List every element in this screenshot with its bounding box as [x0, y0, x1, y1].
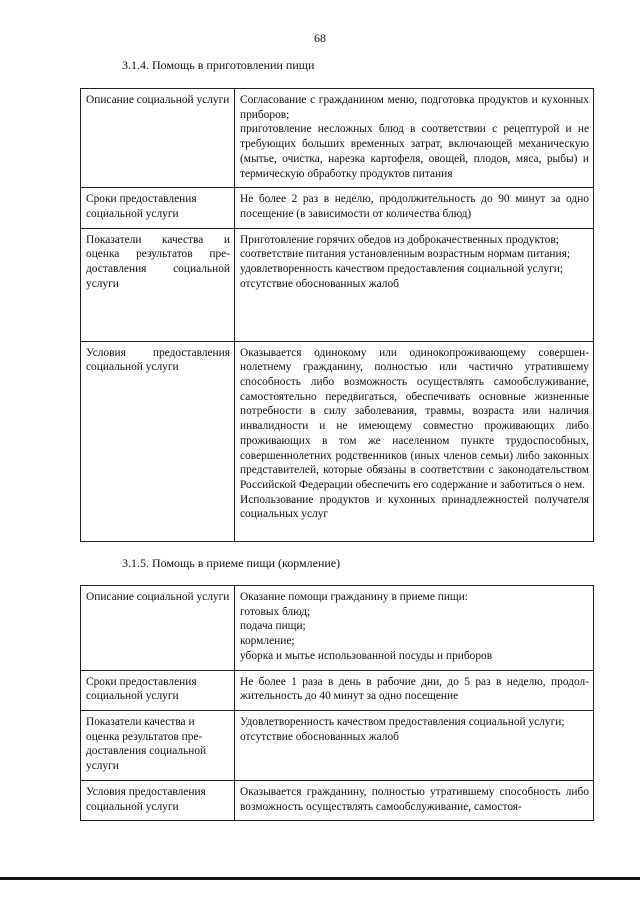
content-line: отсутствие обоснованных жалоб	[240, 277, 399, 290]
content-line: уборка и мытье использованной посуды и приборов	[240, 649, 493, 662]
row-label: Описание социальной услуги	[81, 586, 235, 671]
table-row-terms	[81, 188, 594, 228]
content-line: удовлетворенность качеством предоставления социальной услуги;	[240, 263, 564, 276]
row-label: Сроки предоставления социальной услуги	[81, 670, 235, 710]
content-line: Оказывается гражданину, полностью утратившему способность либо возможность осуществлять самообслуживание, самостоя-	[240, 785, 589, 813]
service-table-feeding-help	[80, 585, 594, 821]
row-label: Описание социальной услуги	[81, 89, 235, 188]
content-line: Согласование с гражданином меню, подготовка продуктов и кухонных приборов;	[240, 94, 589, 121]
table-row-quality	[81, 710, 594, 780]
section-heading-3-1-5: 3.1.5. Помощь в приеме пищи (кормление)	[122, 556, 341, 570]
row-content	[235, 341, 594, 541]
page-number: 68	[314, 31, 326, 45]
content-line: отсутствие обоснованных жалоб	[240, 730, 399, 743]
content-line: Удовлетворенность качеством предоставления социальной услуги;	[240, 715, 565, 728]
table-row-description	[81, 586, 594, 671]
content-line: Использование продуктов и кухонных принадлежностей получателя социальных услуг	[240, 493, 589, 521]
row-content	[235, 228, 594, 341]
service-table-cooking-help	[80, 88, 594, 542]
row-content	[235, 780, 594, 820]
row-content	[235, 710, 594, 780]
page-bottom-rule	[0, 877, 640, 880]
table-row-quality	[81, 228, 594, 341]
content-line: кормление;	[240, 635, 295, 648]
row-content	[235, 188, 594, 228]
content-line: Оказание помощи гражданину в приеме пищи:	[240, 591, 468, 603]
content-line: Не более 2 раз в неделю, продолжительность до 90 минут за одно посещение (в зависимости от количества блюд)	[240, 193, 589, 220]
table-row-terms	[81, 670, 594, 710]
row-label: Условия предоставления социальной услуги	[81, 341, 235, 541]
row-label: Показатели качества и оценка результатов предоставления социальной услуги	[81, 710, 235, 780]
table-row-conditions	[81, 341, 594, 541]
content-line: Приготовление горячих обедов из доброкачественных продуктов;	[240, 233, 559, 246]
content-line: Оказывается одинокому или одинокопроживающему совершеннолетнему гражданину, полностью или частично утратившему способность либо возможность осуществлять самообслуживание, самостоятельно передвигаться, обеспечивать основные жизненные потребности в силу заболевания, травмы, возраста или наличия инвалидности и не имеющему совместно проживающих либо проживающих в том же населенном пункте трудоспособных, совершеннолетних родственников (иных членов семьи) либо законных представителей, которые обязаны в соответствии с законодательством Российской Федерации обеспечить его содержание и заботиться о нем.	[240, 346, 589, 491]
table-row-description	[81, 89, 594, 188]
section-heading-3-1-4: 3.1.4. Помощь в приготовлении пищи	[122, 58, 315, 72]
row-label: Условия предоставления социальной услуги	[81, 780, 235, 820]
content-line: соответствие питания установленным возрастным нормам питания;	[240, 248, 570, 261]
row-label: Показатели качества и оценка результатов предоставления социальной услуги	[81, 228, 235, 341]
content-line: приготовление несложных блюд в соответствии с рецептурой и не требующих больших временных затрат, включающей механическую (мытье, очистка, нарезка картофеля, овощей, плодов, мяса, рыбы) и термическую обработку продуктов питания	[240, 123, 589, 180]
row-content	[235, 586, 594, 671]
row-content	[235, 89, 594, 188]
content-line: готовых блюд;	[240, 605, 311, 618]
row-label: Сроки предоставления социальной услуги	[81, 188, 235, 228]
content-line: Не более 1 раза в день в рабочие дни, до 5 раз в неделю, продолжительность до 40 минут за одно посещение	[240, 675, 589, 703]
content-line: подача пищи;	[240, 620, 306, 633]
row-content	[235, 670, 594, 710]
table-row-conditions	[81, 780, 594, 820]
